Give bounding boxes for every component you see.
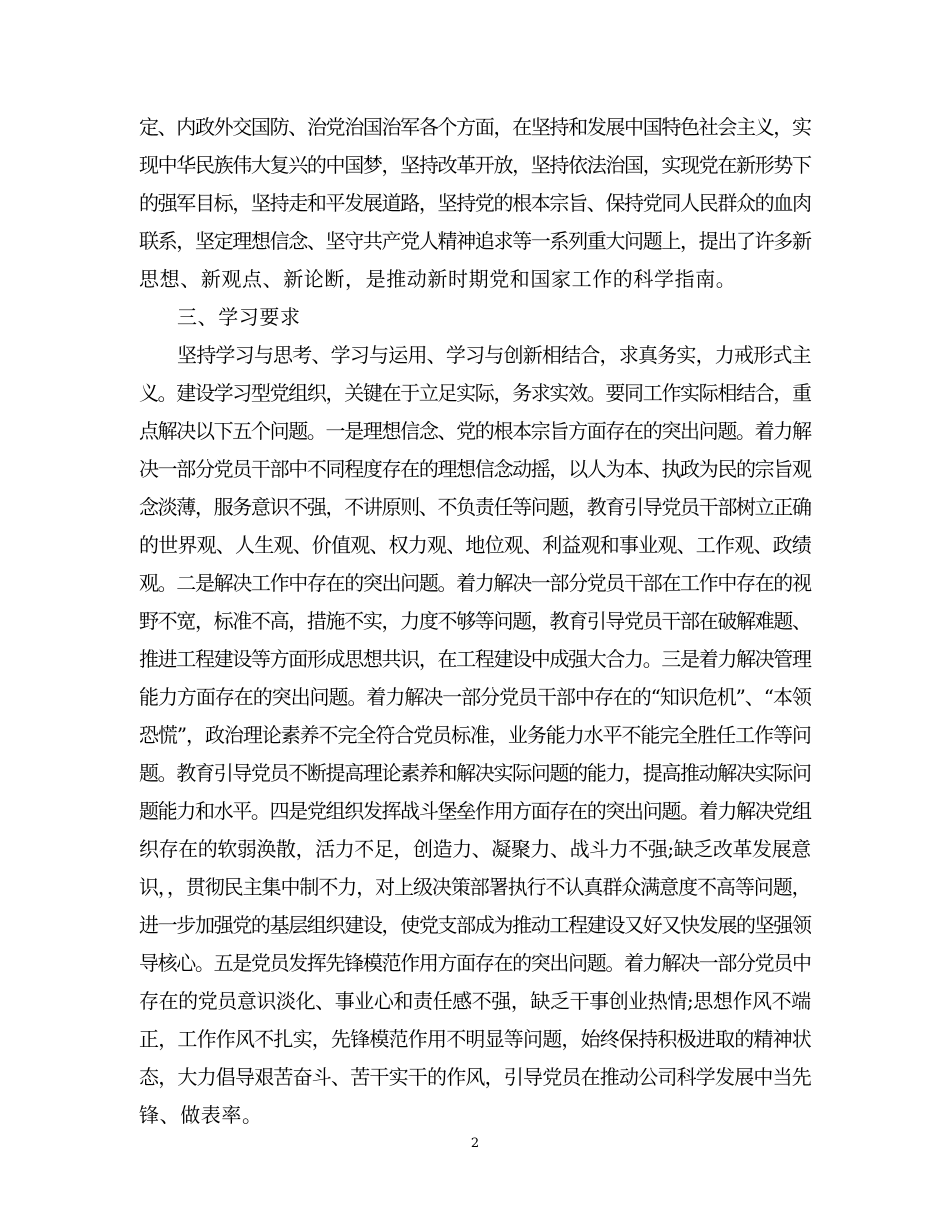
text-line: 的强军目标，坚持走和平发展道路，坚持党的根本宗旨、保持党同人民群众的血肉 [139,191,811,215]
text-line: 正，工作作风不扎实，先锋模范作用不明显等问题，始终保持积极进取的精神状 [139,1027,811,1051]
page-number: 2 [470,1136,480,1151]
text-line: 导核心。五是党员发挥先锋模范作用方面存在的突出问题。着力解决一部分党员中 [139,951,811,975]
text-line: 能力方面存在的突出问题。着力解决一部分党员干部中存在的“知识危机”、“本领 [139,685,811,709]
text-line: 进一步加强党的基层组织建设，使党支部成为推动工程建设又好又快发展的坚强领 [139,913,811,937]
text-line: 点解决以下五个问题。一是理想信念、党的根本宗旨方面存在的突出问题。着力解 [139,419,811,443]
text-line: 题能力和水平。四是党组织发挥战斗堡垒作用方面存在的突出问题。着力解决党组 [139,799,811,823]
text-line: 存在的党员意识淡化、事业心和责任感不强，缺乏干事创业热情;思想作风不端 [139,989,811,1013]
text-line: 态，大力倡导艰苦奋斗、苦干实干的作风，引导党员在推动公司科学发展中当先 [139,1065,811,1089]
text-line: 野不宽，标准不高，措施不实，力度不够等问题，教育引导党员干部在破解难题、 [139,609,811,633]
text-line: 联系，坚定理想信念、坚守共产党人精神追求等一系列重大问题上，提出了许多新 [139,229,811,253]
text-line: 义。建设学习型党组织，关键在于立足实际，务求实效。要同工作实际相结合，重 [139,381,811,405]
text-line: 锋、做表率。 [139,1103,263,1127]
text-line: 织存在的软弱涣散，活力不足，创造力、凝聚力、战斗力不强;缺乏改革发展意 [139,837,811,861]
section-heading: 三、学习要求 [177,305,301,329]
text-line: 推进工程建设等方面形成思想共识，在工程建设中成强大合力。三是着力解决管理 [139,647,811,671]
text-line: 坚持学习与思考、学习与运用、学习与创新相结合，求真务实，力戒形式主 [177,343,811,367]
text-line: 念淡薄，服务意识不强，不讲原则、不负责任等问题，教育引导党员干部树立正确 [139,495,811,519]
text-line: 题。教育引导党员不断提高理论素养和解决实际问题的能力，提高推动解决实际问 [139,761,811,785]
text-line: 的世界观、人生观、价值观、权力观、地位观、利益观和事业观、工作观、政绩 [139,533,811,557]
text-line: 恐慌”，政治理论素养不完全符合党员标准，业务能力水平不能完全胜任工作等问 [139,723,811,747]
text-line: 观。二是解决工作中存在的突出问题。着力解决一部分党员干部在工作中存在的视 [139,571,811,595]
text-line: 思想、新观点、新论断，是推动新时期党和国家工作的科学指南。 [139,267,737,291]
text-line: 现中华民族伟大复兴的中国梦，坚持改革开放，坚持依法治国，实现党在新形势下 [139,153,811,177]
text-line: 定、内政外交国防、治党治国治军各个方面，在坚持和发展中国特色社会主义，实 [139,115,811,139]
text-line: 决一部分党员干部中不同程度存在的理想信念动摇，以人为本、执政为民的宗旨观 [139,457,811,481]
text-line: 识，，贯彻民主集中制不力，对上级决策部署执行不认真群众满意度不高等问题， [139,875,811,899]
